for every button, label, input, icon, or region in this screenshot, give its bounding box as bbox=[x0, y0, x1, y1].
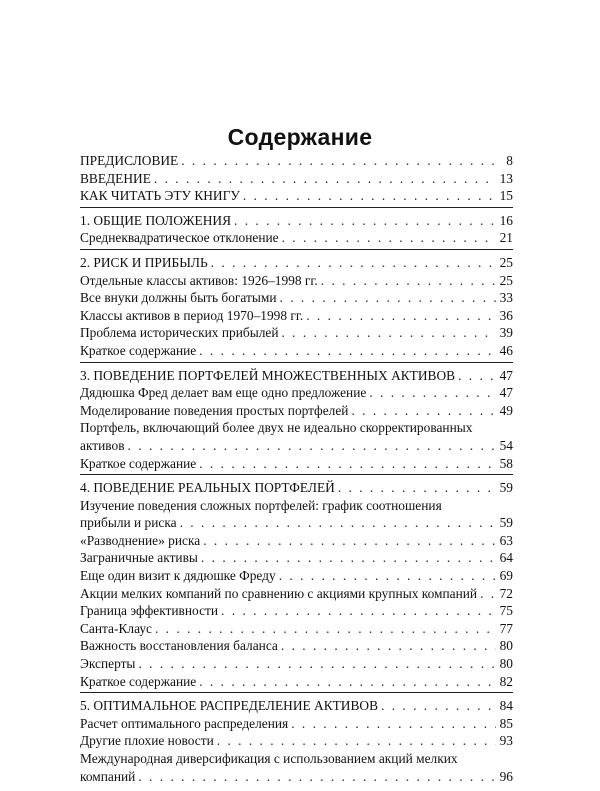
toc-entry[interactable] bbox=[80, 324, 513, 342]
toc-entry-text: Международная диверсификация с использованием акций мелких bbox=[80, 751, 458, 766]
leader-dots bbox=[338, 479, 496, 497]
toc-entry[interactable] bbox=[80, 532, 513, 550]
leader-dots bbox=[217, 732, 496, 750]
toc-entry-page: 36 bbox=[499, 307, 513, 323]
toc-entry[interactable] bbox=[80, 272, 513, 290]
leader-dots bbox=[138, 655, 496, 673]
toc-section-front-matter bbox=[80, 152, 513, 208]
toc-entry-page: 96 bbox=[499, 768, 513, 784]
toc-entry-text: Краткое содержание bbox=[80, 673, 197, 689]
leader-dots bbox=[180, 514, 496, 532]
toc-entry-page: 16 bbox=[499, 212, 513, 228]
leader-dots bbox=[201, 549, 496, 567]
toc-entry-text-continued: активов bbox=[80, 437, 125, 453]
toc-entry[interactable] bbox=[80, 732, 513, 750]
toc-entry-text-continued: прибыли и риска bbox=[80, 515, 177, 531]
toc-entry-page: 46 bbox=[499, 342, 513, 358]
toc-entry-text: Среднеквадратическое отклонение bbox=[80, 230, 279, 246]
toc-section-2 bbox=[80, 254, 513, 363]
toc-chapter-heading[interactable] bbox=[80, 479, 513, 497]
leader-dots bbox=[199, 455, 496, 473]
toc-entry-text: 2. РИСК И ПРИБЫЛЬ bbox=[80, 254, 208, 270]
toc-entry[interactable] bbox=[80, 229, 513, 247]
leader-dots bbox=[211, 254, 496, 272]
leader-dots bbox=[199, 673, 496, 691]
toc-entry[interactable] bbox=[80, 567, 513, 585]
leader-dots bbox=[480, 585, 496, 603]
toc-entry-text: Портфель, включающий более двух не идеально скорректированных bbox=[80, 420, 473, 436]
toc-entry-text: ВВЕДЕНИЕ bbox=[80, 170, 151, 186]
toc-section-4 bbox=[80, 479, 513, 693]
toc-entry-text: Дядюшка Фред делает вам еще одно предложение bbox=[80, 385, 367, 401]
toc-entry-text: Санта-Клаус bbox=[80, 620, 152, 636]
toc-entry-text: 3. ПОВЕДЕНИЕ ПОРТФЕЛЕЙ МНОЖЕСТВЕННЫХ АКТИВОВ bbox=[80, 367, 456, 383]
leader-dots bbox=[199, 342, 496, 360]
toc-entry[interactable] bbox=[80, 455, 513, 473]
toc-entry[interactable] bbox=[80, 620, 513, 638]
toc-entry-text: 5. ОПТИМАЛЬНОЕ РАСПРЕДЕЛЕНИЕ АКТИВОВ bbox=[80, 698, 379, 714]
toc-entry-text: Акции мелких компаний по сравнению с акциями крупных компаний bbox=[80, 585, 478, 601]
toc-entry-text: 4. ПОВЕДЕНИЕ РЕАЛЬНЫХ ПОРТФЕЛЕЙ bbox=[80, 480, 335, 496]
toc-entry-page: 84 bbox=[499, 698, 513, 714]
toc-entry[interactable] bbox=[80, 170, 513, 188]
toc-entry-page: 64 bbox=[499, 550, 513, 566]
toc-entry-text: Краткое содержание bbox=[80, 455, 197, 471]
toc-entry-text: Эксперты bbox=[80, 656, 136, 672]
leader-dots bbox=[458, 367, 496, 385]
toc-entry-text: Моделирование поведения простых портфелей bbox=[80, 402, 349, 418]
toc-entry[interactable] bbox=[80, 637, 513, 655]
leader-dots bbox=[154, 170, 496, 188]
leader-dots bbox=[181, 152, 496, 170]
toc-entry[interactable] bbox=[80, 715, 513, 733]
page-title: Содержание bbox=[227, 124, 373, 150]
toc-entry[interactable] bbox=[80, 655, 513, 673]
toc-entry-text: Расчет оптимального распределения bbox=[80, 715, 289, 731]
toc-entry[interactable] bbox=[80, 342, 513, 360]
toc-entry[interactable] bbox=[80, 289, 513, 307]
toc-entry-text: Проблема исторических прибылей bbox=[80, 325, 279, 341]
leader-dots bbox=[155, 620, 496, 638]
toc-section-5 bbox=[80, 697, 513, 787]
toc-entry-text: Классы активов в период 1970–1998 гг. bbox=[80, 307, 304, 323]
toc-chapter-heading[interactable] bbox=[80, 367, 513, 385]
toc-entry-page: 39 bbox=[499, 325, 513, 341]
table-of-contents bbox=[80, 152, 513, 791]
toc-entry-text: ПРЕДИСЛОВИЕ bbox=[80, 153, 179, 168]
toc-entry-text: Отдельные классы активов: 1926–1998 гг. bbox=[80, 272, 318, 288]
toc-entry-page: 82 bbox=[499, 673, 513, 689]
toc-chapter-heading[interactable] bbox=[80, 212, 513, 230]
toc-entry-page: 25 bbox=[499, 254, 513, 270]
toc-entry[interactable] bbox=[80, 152, 513, 170]
leader-dots bbox=[282, 229, 496, 247]
toc-chapter-heading[interactable] bbox=[80, 697, 513, 715]
toc-entry-text-continued: компаний bbox=[80, 768, 136, 784]
toc-entry-page: 47 bbox=[499, 385, 513, 401]
leader-dots bbox=[281, 324, 496, 342]
toc-entry-text: Изучение поведения сложных портфелей: график соотношения bbox=[80, 497, 442, 513]
leader-dots bbox=[138, 768, 496, 786]
leader-dots bbox=[128, 437, 496, 455]
leader-dots bbox=[234, 212, 496, 230]
toc-entry[interactable] bbox=[80, 673, 513, 691]
toc-entry[interactable] bbox=[80, 585, 513, 603]
toc-entry-text: Еще один визит к дядюшке Фреду bbox=[80, 568, 276, 584]
toc-chapter-heading[interactable] bbox=[80, 254, 513, 272]
toc-entry-text: 1. ОБЩИЕ ПОЛОЖЕНИЯ bbox=[80, 212, 231, 228]
toc-entry-page: 77 bbox=[499, 620, 513, 636]
toc-entry[interactable] bbox=[80, 384, 513, 402]
toc-section-1 bbox=[80, 212, 513, 250]
toc-entry[interactable] bbox=[80, 549, 513, 567]
leader-dots bbox=[280, 289, 496, 307]
toc-entry-text: Заграничные активы bbox=[80, 550, 198, 566]
leader-dots bbox=[351, 402, 496, 420]
leader-dots bbox=[306, 307, 496, 325]
leader-dots bbox=[369, 384, 496, 402]
toc-entry-page: 33 bbox=[499, 290, 513, 306]
toc-entry-page: 72 bbox=[499, 585, 513, 601]
leader-dots bbox=[243, 187, 496, 205]
toc-entry-page: 93 bbox=[499, 733, 513, 749]
toc-entry-page: 75 bbox=[499, 603, 513, 619]
toc-entry-page: 49 bbox=[499, 402, 513, 418]
toc-entry-page: 54 bbox=[499, 437, 513, 453]
toc-entry-page: 63 bbox=[499, 532, 513, 548]
toc-section-3 bbox=[80, 367, 513, 476]
toc-entry-text: «Разводнение» риска bbox=[80, 532, 201, 548]
toc-entry-text: Все внуки должны быть богатыми bbox=[80, 290, 277, 306]
leader-dots bbox=[321, 272, 496, 290]
toc-entry[interactable] bbox=[80, 187, 513, 205]
toc-entry-page: 58 bbox=[499, 455, 513, 471]
toc-entry-text: КАК ЧИТАТЬ ЭТУ КНИГУ bbox=[80, 188, 240, 204]
leader-dots bbox=[281, 637, 496, 655]
toc-entry[interactable] bbox=[80, 402, 513, 420]
toc-entry[interactable] bbox=[80, 307, 513, 325]
toc-entry-page: 47 bbox=[499, 367, 513, 383]
toc-entry-page: 59 bbox=[499, 480, 513, 496]
leader-dots bbox=[381, 697, 496, 715]
toc-entry[interactable] bbox=[80, 602, 513, 620]
toc-entry-multiline[interactable] bbox=[80, 419, 513, 454]
toc-entry-text: Граница эффективности bbox=[80, 603, 219, 619]
leader-dots bbox=[279, 567, 496, 585]
toc-entry-page: 80 bbox=[499, 656, 513, 672]
leader-dots bbox=[291, 715, 496, 733]
toc-entry-page: 21 bbox=[499, 230, 513, 246]
toc-entry-multiline[interactable] bbox=[80, 750, 513, 785]
toc-entry-multiline[interactable] bbox=[80, 497, 513, 532]
toc-entry-text: Краткое содержание bbox=[80, 342, 197, 358]
toc-entry-page: 15 bbox=[499, 188, 513, 204]
toc-entry-page: 25 bbox=[499, 272, 513, 288]
toc-entry-page: 59 bbox=[499, 515, 513, 531]
leader-dots bbox=[203, 532, 496, 550]
toc-entry-page: 8 bbox=[506, 153, 513, 168]
toc-entry-text: Другие плохие новости bbox=[80, 733, 214, 749]
toc-entry-page: 69 bbox=[499, 568, 513, 584]
leader-dots bbox=[221, 602, 496, 620]
toc-entry-page: 13 bbox=[499, 170, 513, 186]
toc-entry-text: Важность восстановления баланса bbox=[80, 638, 278, 654]
toc-entry-page: 80 bbox=[499, 638, 513, 654]
toc-entry-page: 85 bbox=[499, 715, 513, 731]
